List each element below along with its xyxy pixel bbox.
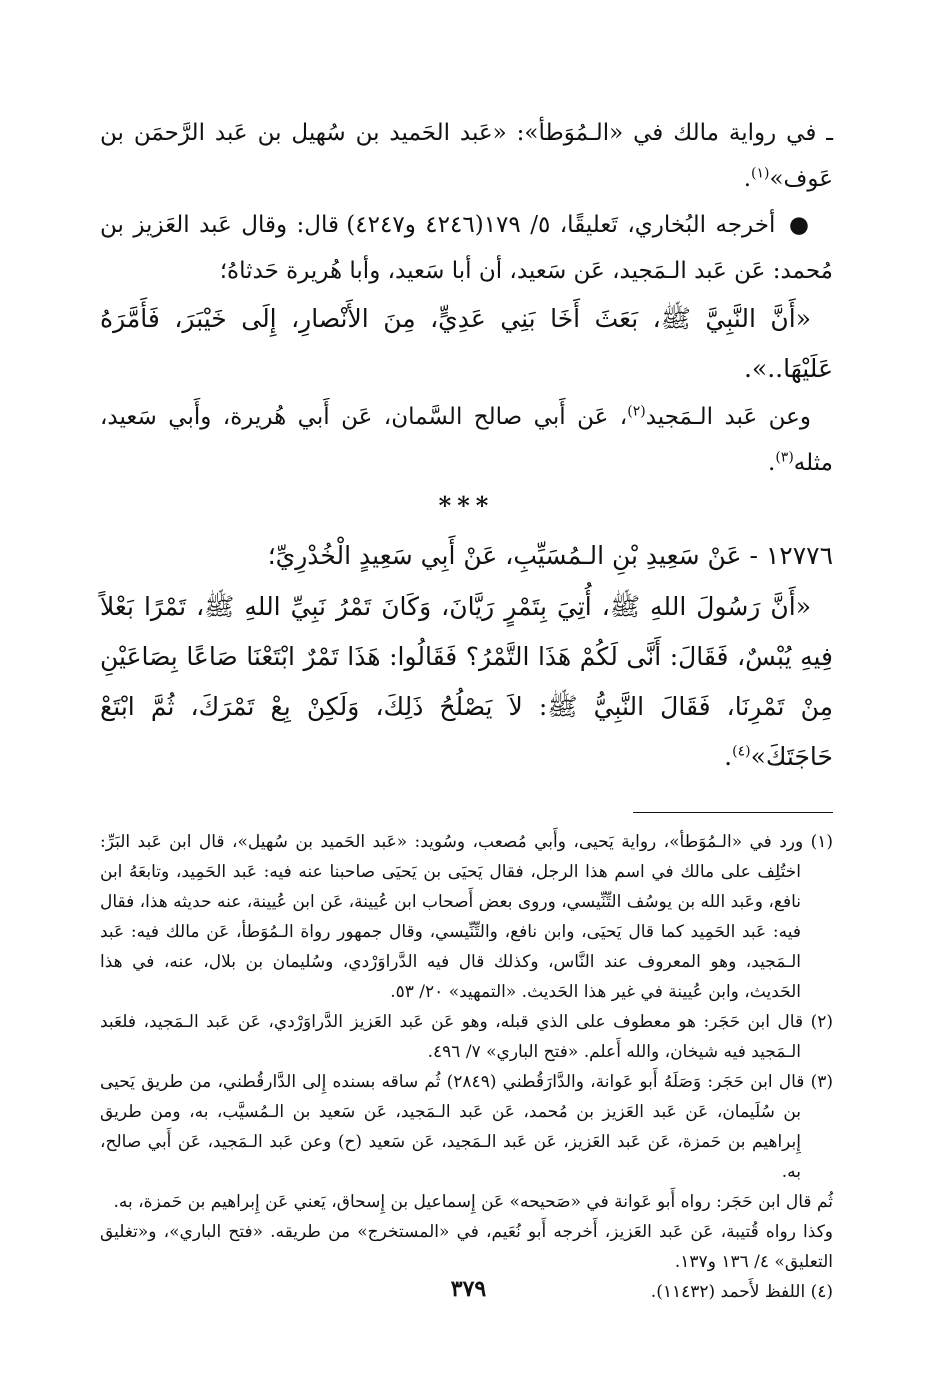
footnote-number: (٤) bbox=[810, 1282, 833, 1302]
footnote-number: (١) bbox=[810, 832, 833, 852]
page-number: ٣٧٩ bbox=[450, 1276, 487, 1302]
intro-end: . bbox=[743, 166, 751, 192]
intro-paragraph bbox=[100, 110, 833, 202]
bukhari-paragraph bbox=[100, 202, 833, 294]
hadith-text-2-body: «أَنَّ رَسُولَ اللهِ ﷺ، أُتِيَ بِتَمْرٍ رَيَّانَ، وَكَانَ تَمْرُ نَبِيِّ اللهِ ﷺ، تَمْرًا بَعْلاً فِيهِ يُبْسٌ، فَقَالَ: أَنَّى لَكُمْ هَذَا التَّمْرُ؟ فَقَالُوا: هَذَا تَمْرٌ ابْتَعْنَا صَاعًا بِصَاعَيْنِ مِنْ تَمْرِنَا، فَقَالَ النَّبِيُّ ﷺ: لاَ يَصْلُحُ ذَلِكَ، وَلَكِنْ بِعْ تَمْرَكَ، ثُمَّ ابْتَعْ حَاجَتَكَ» bbox=[100, 592, 833, 771]
footnote-text: ورد في «الـمُوَطأ»، رواية يَحيى، وأَبي مُصعب، وسُويد: «عَبد الحَميد بن سُهيل»، قال ابن عَبد البَرِّ: اختُلِف على مالك في اسم هذا الرجل، فقال يَحيَى بن يَحيَى صاحبنا عنه فيه: عَبد الحَمِيد، وتابعَهُ ابن نافع، وعَبد الله بن يوسُف التِّنِّيسي، وروى بعض أَصحاب ابن عُيينة، عَن ابن عُيينة، عنه حديثه هذا، فقال فيه: عَبد الحَمِيد كما قال يَحيَى، وابن نافع، والتِّنِّيسي، وقال جمهور رواة الـمُوَطأ، عَن مالك فيه: عَبد الـمَجيد، وهو المعروف عند النَّاس، وكذلك قال فيه الدَّراوَرْدي، وسُليمان بن بلال، عنه، في هذا الحَديث، وابن عُيينة في غير هذا الحَديث. «التمهيد» ٢٠/ ٥٣. bbox=[100, 832, 804, 1002]
footnote-ref-1[interactable]: (١) bbox=[751, 165, 770, 182]
footnote-text: اللفظ لأَحمد (١١٤٣٢). bbox=[650, 1282, 806, 1302]
footnote-number: (٢) bbox=[810, 1012, 833, 1032]
footnote-number: (٣) bbox=[810, 1072, 834, 1092]
footnote-text: قال ابن حَجَر: وَصَلَهُ أَبو عَوانة، والدَّارَقُطني (٢٨٤٩) ثُم ساقه بسنده إِلى الدَّارقُطني، من طريق يَحيى بن سُلَيمان، عَن عَبد العَزيز بن مُحمد، عَن عَبد الـمَجيد، عَن سَعيد بن الـمُسيَّب، به، ومن طريق إِبراهيم بن حَمزة، عَن عَبد العَزيز، عَن عَبد الـمَجيد، عَن سَعيد (ح) وعن عَبد الـمَجيد، عَن أَبي صالح، به. bbox=[100, 1072, 805, 1182]
footnote-divider bbox=[633, 812, 833, 813]
hadith-text-1: «أَنَّ النَّبِيَّ ﷺ، بَعَثَ أَخَا بَنِي عَدِيٍّ، مِنَ الأَنْصارِ، إِلَى خَيْبَرَ، فَأَمَّرَهُ عَلَيْهَا..». bbox=[100, 304, 833, 383]
bukhari-text: أخرجه البُخاري، تَعليقًا، ٥/ ١٧٩(٤٢٤٦ و٤٢٤٧) قال: وقال عَبد العَزيز بن مُحمد: عَن عَبد الـمَجيد، عَن سَعيد، أن أبا سَعيد، وأبا هُريرة حَدثاهُ؛ bbox=[100, 212, 833, 284]
footnote-3-continued-1: ثُم قال ابن حَجَر: رواه أَبو عَوانة في «صَحيحه» عَن إِسماعيل بن إِسحاق، يَعني عَن إِبراهيم بن حَمزة، به. bbox=[113, 1192, 833, 1212]
section-separator: *** bbox=[438, 491, 495, 520]
abdulmajid-end: . bbox=[768, 450, 776, 476]
footnote-ref-2[interactable]: (٢) bbox=[627, 403, 646, 420]
bullet-icon: ● bbox=[788, 212, 812, 238]
page-body bbox=[100, 110, 833, 1307]
intro-text: ـ في رواية مالك في «الـمُوَطأ»: «عَبد الحَميد بن سُهيل بن عَبد الرَّحمَن بن عَوف» bbox=[100, 120, 833, 192]
hadith-text-2-end: . bbox=[724, 742, 733, 771]
footnote-ref-4[interactable]: (٤) bbox=[732, 743, 751, 760]
abdulmajid-paragraph bbox=[100, 394, 833, 486]
footnote-2 bbox=[100, 1007, 833, 1067]
footnote-text: قال ابن حَجَر: هو معطوف على الذي قبله، وهو عَن عَبد العَزيز الدَّراوَرْدي، عَن عَبد الـمَجيد، فلعَبد الـمَجيد فيه شيخان، والله أَعلم. «فتح الباري» ٧/ ٤٩٦. bbox=[100, 1012, 804, 1062]
abdulmajid-mid: ، عَن أَبي صالح السَّمان، عَن أَبي هُريرة، وأَبي سَعيد، مثله bbox=[100, 404, 833, 476]
footnote-ref-3[interactable]: (٣) bbox=[775, 449, 794, 466]
hadith-text-2 bbox=[100, 582, 833, 782]
footnote-1 bbox=[100, 827, 833, 1007]
hadith-number-line: ١٢٧٧٦ - عَنْ سَعِيدِ بْنِ الـمُسَيِّبِ، عَنْ أَبِي سَعِيدٍ الْخُدْرِيِّ؛ bbox=[267, 541, 833, 570]
footnote-3 bbox=[100, 1067, 833, 1187]
footnote-3-continued-2: وكذا رواه قُتيبة، عَن عَبد العَزيز، أَخرجه أَبو نُعَيم، في «المستخرج» من طريقه. «فتح الباري»، و«تغليق التعليق» ٤/ ١٣٦ و١٣٧. bbox=[100, 1222, 833, 1272]
abdulmajid-start: وعن عَبد الـمَجيد bbox=[645, 404, 811, 430]
